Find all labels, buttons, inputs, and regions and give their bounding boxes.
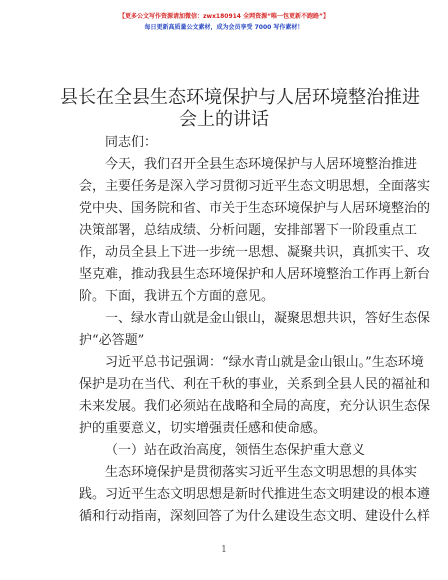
paragraph-1-line-5: 作，动员全县上下进一步统一思想、凝聚共识，真抓实干、攻 [79, 245, 431, 260]
paragraph-1-line-2: 会，主要任务是深入学习贯彻习近平生态文明思想，全面落实 [79, 179, 431, 194]
document-body [79, 132, 431, 528]
paragraph-2-line-1: 习近平总书记强调：“绿水青山就是金山银山。”生态环境 [105, 355, 424, 370]
title-line-2: 会上的讲话 [179, 109, 269, 130]
heading-2: （一）站在政治高度，领悟生态保护重大意义 [105, 443, 366, 458]
paragraph-1-line-1: 今天，我们召开全县生态环境保护与人居环境整治推进 [105, 157, 418, 172]
paragraph-3-line-2: 践。习近平生态文明思想是新时代推进生态文明建设的根本遵 [79, 487, 431, 502]
paragraph-1-line-6: 坚克难，推动我县生态环境保护和人居环境整治工作再上新台 [79, 267, 431, 282]
title-line-1: 县长在全县生态环境保护与人居环境整治推进 [60, 87, 420, 108]
paragraph-2-line-4: 护的重要意义，切实增强责任感和使命感。 [79, 421, 327, 436]
paragraph-2-line-2: 保护是功在当代、利在千秋的事业，关系到全县人民的福祉和 [79, 377, 431, 392]
greeting: 同志们： [105, 135, 158, 150]
paragraph-1-line-4: 决策部署，总结成绩、分析问题，安排部署下一阶段重点工 [79, 223, 418, 238]
heading-1-line-1: 一、绿水青山就是金山银山，凝聚思想共识，答好生态保 [105, 311, 431, 326]
paragraph-3-line-3: 循和行动指南，深刻回答了为什么建设生态文明、建设什么样 [79, 509, 431, 524]
promo-banner-line-1: 【更多公文写作资源请加微信：zwx180914 全网资源“唯一包更新不跑路”】 [119, 13, 329, 20]
page-number: 1 [221, 545, 227, 555]
promo-banner-line-2: 每日更新高质量公文素材，成为会员享受 7000 写作素材！ [144, 24, 304, 31]
paragraph-1-line-7: 阶。下面，我讲五个方面的意见。 [79, 289, 275, 304]
document-title [60, 87, 420, 131]
paragraph-1-line-3: 党中央、国务院和省、市关于生态环境保护与人居环境整治的 [79, 201, 431, 216]
heading-1-line-2: 护“必答题” [79, 333, 145, 348]
paragraph-2-line-3: 未来发展。我们必须站在战略和全局的高度，充分认识生态保 [79, 399, 431, 414]
paragraph-3-line-1: 生态环境保护是贯彻落实习近平生态文明思想的具体实 [105, 465, 418, 480]
